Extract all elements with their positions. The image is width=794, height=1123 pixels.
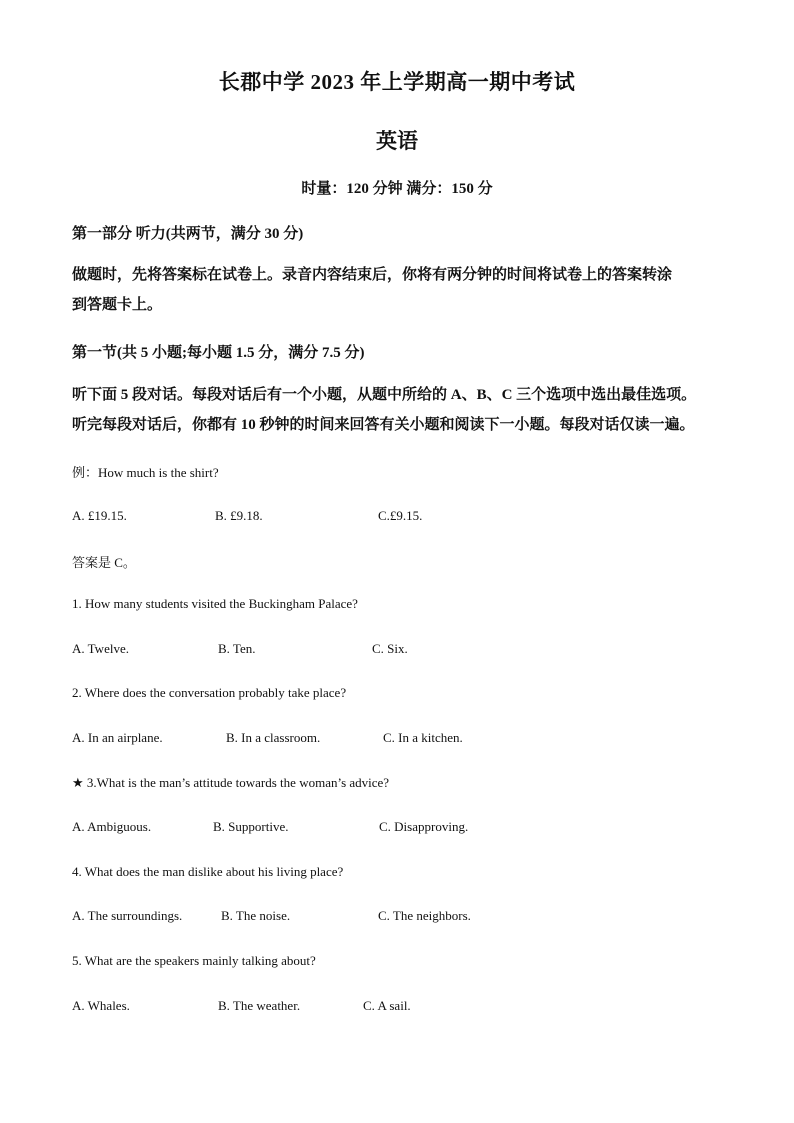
q5-option-b: B. The weather.	[218, 998, 301, 1013]
part1-heading: 第一部分 听力(共两节，满分 30 分)	[72, 226, 304, 242]
q4-option-b: B. The noise.	[221, 908, 291, 923]
example-answer: 答案是 C。	[72, 555, 136, 570]
question-2: 2. Where does the conversation probably take place?	[72, 685, 347, 700]
exam-title: 长郡中学 2023 年上学期高一期中考试	[218, 70, 576, 94]
part1-instruction-line1: 做题时，先将答案标在试卷上。录音内容结束后，你将有两分钟的时间将试卷上的答案转涂	[72, 267, 673, 283]
question-3: ★ 3.What is the man’s attitude towards the woman’s advice?	[72, 775, 390, 790]
q5-option-c: C. A sail.	[363, 998, 411, 1013]
section1-heading: 第一节(共 5 小题;每小题 1.5 分，满分 7.5 分)	[72, 345, 365, 361]
q4-option-a: A. The surroundings.	[72, 908, 183, 923]
q1-option-c: C. Six.	[372, 641, 408, 656]
q2-option-b: B. In a classroom.	[226, 730, 321, 745]
section1-instruction-line2: 听完每段对话后，你都有 10 秒钟的时间来回答有关小题和阅读下一小题。每段对话仅读一遍。	[72, 417, 695, 433]
section1-instructions	[72, 380, 732, 440]
exam-timing: 时量：120 分钟 满分：150 分	[301, 181, 493, 197]
example-question: 例：How much is the shirt?	[72, 465, 219, 480]
q2-option-c: C. In a kitchen.	[383, 730, 463, 745]
q3-option-c: C. Disapproving.	[379, 819, 469, 834]
example-option-b: B. £9.18.	[215, 508, 263, 523]
q2-option-a: A. In an airplane.	[72, 730, 163, 745]
q5-option-a: A. Whales.	[72, 998, 130, 1013]
q3-option-a: A. Ambiguous.	[72, 819, 152, 834]
question-1: 1. How many students visited the Buckingham Palace?	[72, 596, 358, 611]
section1-instruction-line1: 听下面 5 段对话。每段对话后有一个小题，从题中所给的 A、B、C 三个选项中选出最佳选项。	[72, 387, 697, 403]
part1-instruction-line2: 到答题卡上。	[72, 297, 163, 313]
q4-option-c: C. The neighbors.	[378, 908, 471, 923]
example-option-a: A. £19.15.	[72, 508, 127, 523]
q1-option-a: A. Twelve.	[72, 641, 129, 656]
subject-title: 英语	[376, 129, 418, 153]
question-5: 5. What are the speakers mainly talking about?	[72, 953, 316, 968]
example-option-c: C.£9.15.	[378, 508, 423, 523]
question-4: 4. What does the man dislike about his living place?	[72, 864, 344, 879]
q3-option-b: B. Supportive.	[213, 819, 289, 834]
part1-instructions	[72, 260, 732, 320]
q1-option-b: B. Ten.	[218, 641, 256, 656]
